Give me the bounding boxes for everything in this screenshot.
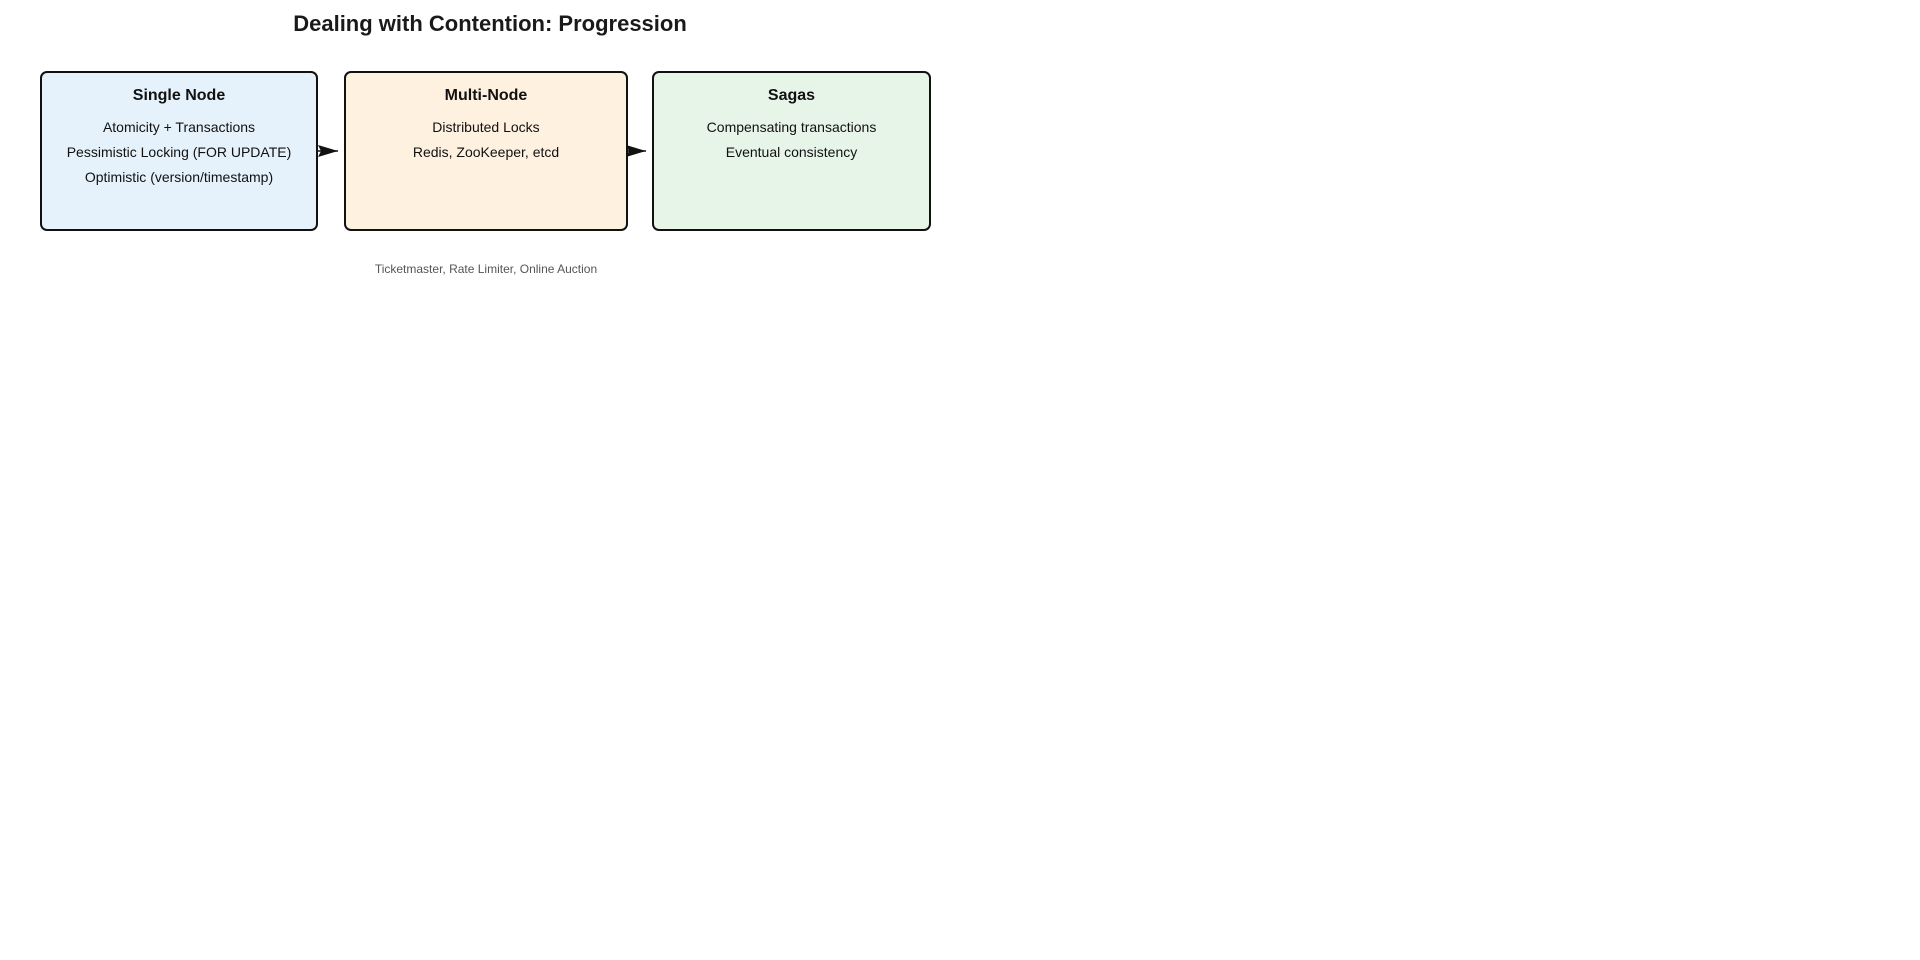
stage-line: Redis, ZooKeeper, etcd [412, 144, 560, 160]
stage-title-sagas: Sagas [767, 87, 816, 104]
stage-box-single-node [40, 71, 318, 231]
arrow-multi-to-sagas [626, 145, 646, 157]
examples-caption: Ticketmaster, Rate Limiter, Online Auction [374, 262, 598, 276]
stage-line: Eventual consistency [725, 144, 858, 160]
stage-box-multi-node [344, 71, 628, 231]
stage-line: Distributed Locks [432, 119, 540, 135]
stage-box-sagas [652, 71, 931, 231]
stage-title-multi-node: Multi-Node [444, 87, 528, 104]
diagram-title: Dealing with Contention: Progression [293, 11, 687, 36]
arrow-single-to-multi [318, 145, 338, 157]
stage-line: Pessimistic Locking (FOR UPDATE) [66, 144, 292, 160]
arrowhead-icon [626, 145, 646, 157]
stage-line: Compensating transactions [706, 119, 877, 135]
stage-title-single-node: Single Node [132, 87, 226, 104]
arrowhead-icon [318, 145, 338, 157]
stage-line: Optimistic (version/timestamp) [84, 169, 274, 185]
stage-line: Atomicity + Transactions [102, 119, 256, 135]
